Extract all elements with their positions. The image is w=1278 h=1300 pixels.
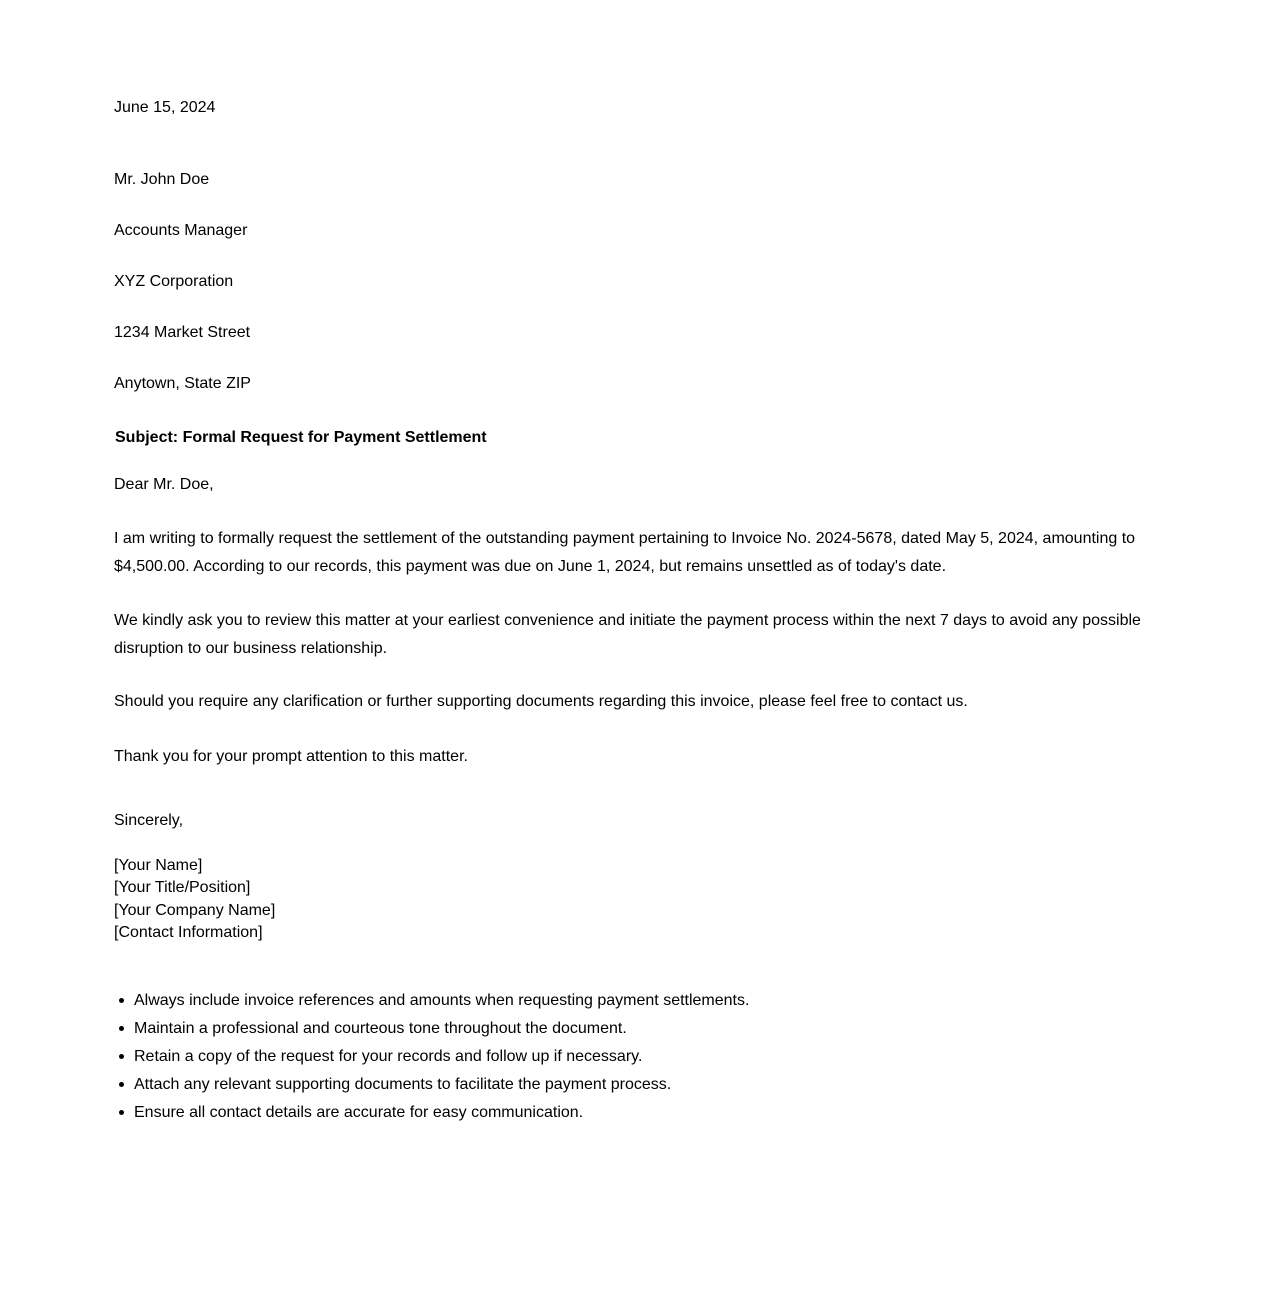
signature-name: [Your Name] [114, 857, 203, 874]
signature-contact: [Contact Information] [114, 924, 263, 941]
list-item [134, 1015, 749, 1043]
bullet-icon [119, 1110, 124, 1115]
list-item [134, 1071, 749, 1099]
tips-list [114, 987, 749, 1127]
body-paragraph-4: Thank you for your prompt attention to this matter. [114, 748, 468, 765]
bullet-icon [119, 1026, 124, 1031]
signature-title: [Your Title/Position] [114, 879, 251, 896]
tip-text: Retain a copy of the request for your records and follow up if necessary. [134, 1048, 643, 1065]
signature-company: [Your Company Name] [114, 902, 276, 919]
tip-text: Always include invoice references and amounts when requesting payment settlements. [134, 992, 750, 1009]
bullet-icon [119, 1082, 124, 1087]
letter-date: June 15, 2024 [114, 99, 216, 116]
tip-text: Ensure all contact details are accurate for easy communication. [134, 1104, 584, 1121]
letter-salutation: Dear Mr. Doe, [114, 476, 214, 493]
tip-text: Attach any relevant supporting documents to facilitate the payment process. [134, 1076, 672, 1093]
list-item [134, 1043, 749, 1071]
body-paragraph-1: I am writing to formally request the settlement of the outstanding payment pertaining to Invoice No. 2024-5678, dated May 5, 2024, amounting to $4,500.00. According to our records, this payment was due on June 1, 2024, but remains unsettled as of today's date. [114, 530, 1136, 575]
recipient-name: Mr. John Doe [114, 171, 210, 188]
recipient-title: Accounts Manager [114, 222, 248, 239]
tip-text: Maintain a professional and courteous tone throughout the document. [134, 1020, 627, 1037]
bullet-icon [119, 1054, 124, 1059]
recipient-company: XYZ Corporation [114, 273, 234, 290]
recipient-street: 1234 Market Street [114, 324, 251, 341]
body-paragraph-3: Should you require any clarification or further supporting documents regarding this invoice, please feel free to contact us. [114, 693, 968, 710]
letter-closing: Sincerely, [114, 812, 184, 829]
letter-subject: Subject: Formal Request for Payment Settlement [115, 429, 487, 446]
list-item [134, 987, 749, 1015]
body-paragraph-2: We kindly ask you to review this matter at your earliest convenience and initiate the payment process within the next 7 days to avoid any possible disruption to our business relationship. [114, 612, 1141, 657]
recipient-city: Anytown, State ZIP [114, 375, 251, 392]
bullet-icon [119, 998, 124, 1003]
list-item [134, 1099, 749, 1127]
